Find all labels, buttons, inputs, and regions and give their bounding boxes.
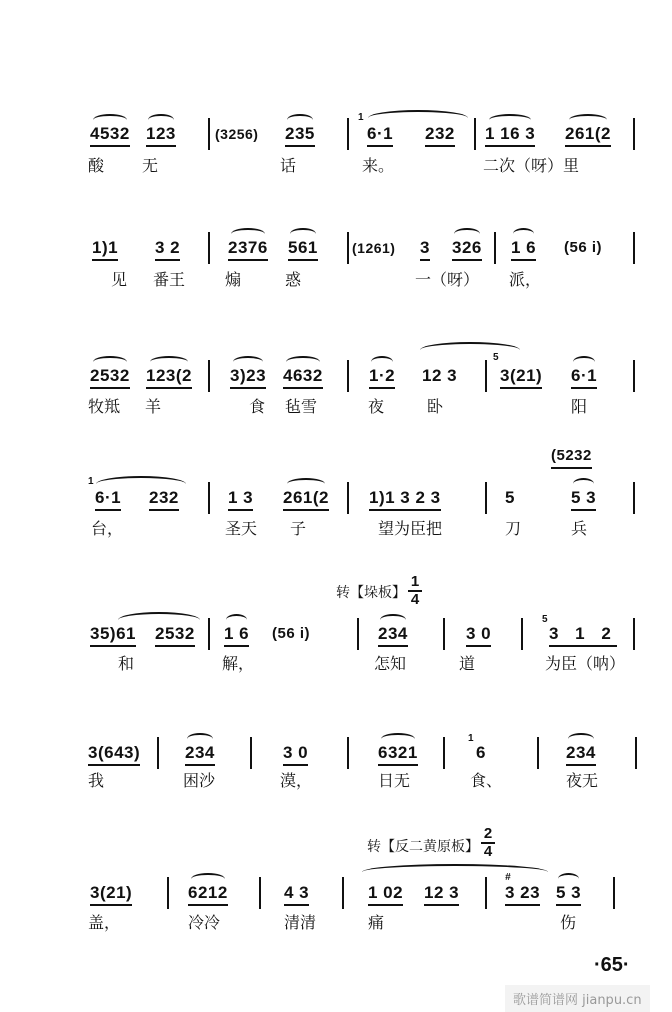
note-group: 1 6 — [224, 624, 249, 647]
section-marker: 转【垛板】 — [336, 585, 406, 601]
bar-line — [347, 737, 349, 769]
grace-note: 1 — [468, 733, 474, 744]
bar-line — [208, 232, 210, 264]
grace-note: 5 — [542, 614, 548, 625]
bar-line — [485, 360, 487, 392]
bar-line — [357, 618, 359, 650]
note-group: 2532 — [90, 366, 130, 389]
note-group: (56 i) — [272, 625, 311, 642]
lyric: 酸 — [88, 156, 105, 175]
note-group: 3(643) — [88, 743, 140, 766]
note-group: 234 — [566, 743, 596, 766]
bar-line — [208, 618, 210, 650]
lyric: 无 — [142, 156, 159, 175]
note-group: 232 — [149, 488, 179, 511]
bar-line — [485, 482, 487, 514]
bar-line — [494, 232, 496, 264]
bar-line — [259, 877, 261, 909]
note-group: 12 3 — [424, 883, 459, 906]
lyric: 食、 — [470, 771, 503, 790]
lyric: 夜无 — [566, 771, 599, 790]
lyric: 冷冷 — [188, 913, 221, 932]
lyric: 日无 — [378, 771, 411, 790]
note-group: 4 3 — [284, 883, 309, 906]
note-group: (5232 — [551, 446, 592, 469]
note-group: 3 1 2 — [549, 624, 617, 647]
bar-line — [485, 877, 487, 909]
lyric: 和 — [118, 654, 135, 673]
note-group: 561 — [288, 238, 318, 261]
bar-line — [347, 360, 349, 392]
bar-line — [167, 877, 169, 909]
time-sig-denominator: 4 — [483, 843, 493, 860]
time-sig-denominator: 4 — [410, 591, 420, 608]
lyric: 痛 — [368, 913, 385, 932]
lyric: 二次（呀）里 — [483, 156, 580, 175]
lyric: 牧羝 — [88, 397, 121, 416]
bar-line — [613, 877, 615, 909]
lyric: 解， — [222, 654, 255, 673]
lyric: 毡雪 — [285, 397, 318, 416]
lyric: 怎知 — [374, 654, 407, 673]
lyric: 望为臣把 — [378, 519, 443, 538]
note-group: (1261) — [352, 240, 396, 256]
grace-note: 1 — [358, 112, 364, 123]
note-group: 3 23 — [505, 883, 540, 906]
note-group: (3256) — [215, 126, 259, 142]
note-group: 3 — [420, 238, 430, 261]
note-group: 6·1 — [367, 124, 393, 147]
lyric: 话 — [280, 156, 297, 175]
lyric: 我 — [88, 771, 105, 790]
lyric: 见 — [111, 270, 128, 289]
lyric: 羊 — [145, 397, 162, 416]
note-group: 326 — [452, 238, 482, 261]
note-group: 234 — [185, 743, 215, 766]
bar-line — [347, 482, 349, 514]
bar-line — [635, 737, 637, 769]
lyric: 夜 — [368, 397, 385, 416]
note-group: 1 16 3 — [485, 124, 535, 147]
lyric: 子 — [290, 519, 307, 538]
lyric: 兵 — [571, 519, 588, 538]
bar-line — [208, 360, 210, 392]
note-group: 235 — [285, 124, 315, 147]
lyric: 煽 — [225, 270, 242, 289]
note-group: 232 — [425, 124, 455, 147]
note-group: 6 — [476, 743, 486, 762]
note-group: 6·1 — [571, 366, 597, 389]
bar-line — [443, 737, 445, 769]
lyric: 惑 — [285, 270, 302, 289]
lyric: 台， — [91, 519, 124, 538]
note-group: 261(2 — [565, 124, 611, 147]
note-group: 234 — [378, 624, 408, 647]
note-group: 1 3 — [228, 488, 253, 511]
note-group: 6212 — [188, 883, 228, 906]
bar-line — [347, 232, 349, 264]
note-group: (56 i) — [564, 239, 603, 256]
grace-note: 5 — [493, 352, 499, 363]
lyric: 食 — [249, 397, 266, 416]
bar-line — [250, 737, 252, 769]
note-group: 2376 — [228, 238, 268, 261]
time-sig-numerator: 1 — [408, 574, 422, 592]
bar-line — [443, 618, 445, 650]
note-group: 2532 — [155, 624, 195, 647]
note-group: 3(21) — [90, 883, 132, 906]
note-group: 5 3 — [556, 883, 581, 906]
note-group: 6321 — [378, 743, 418, 766]
bar-line — [537, 737, 539, 769]
page-number: ·65· — [594, 954, 630, 976]
lyric: 困沙 — [183, 771, 216, 790]
grace-note: # — [505, 872, 511, 883]
note-group: 1 6 — [511, 238, 536, 261]
lyric: 阳 — [571, 397, 588, 416]
watermark: 歌谱简谱网 jianpu.cn — [505, 985, 650, 1012]
note-group: 12 3 — [422, 366, 458, 385]
note-group: 35)61 — [90, 624, 136, 647]
lyric: 圣天 — [225, 519, 258, 538]
bar-line — [521, 618, 523, 650]
note-group: 4532 — [90, 124, 130, 147]
lyric: 漠， — [280, 771, 313, 790]
time-signature — [481, 826, 495, 860]
section-marker: 转【反二黄原板】 — [367, 839, 479, 855]
lyric: 盖， — [88, 913, 121, 932]
lyric: 伤 — [560, 913, 577, 932]
lyric: 番王 — [153, 270, 186, 289]
note-group: 5 — [505, 488, 515, 507]
note-group: 3 2 — [155, 238, 180, 261]
note-group: 3)23 — [230, 366, 266, 389]
note-group: 5 3 — [571, 488, 596, 511]
note-group: 123(2 — [146, 366, 192, 389]
time-signature — [408, 574, 422, 608]
lyric: 道 — [459, 654, 476, 673]
note-group: 3 0 — [283, 743, 308, 766]
note-group: 6·1 — [95, 488, 121, 511]
lyric: 一（呀） — [415, 270, 480, 289]
bar-line — [633, 360, 635, 392]
bar-line — [208, 482, 210, 514]
bar-line — [157, 737, 159, 769]
time-sig-numerator: 2 — [481, 826, 495, 844]
lyric: 卧 — [427, 397, 444, 416]
bar-line — [633, 118, 635, 150]
lyric: 清清 — [284, 913, 317, 932]
grace-note: 1 — [88, 476, 94, 487]
slur — [420, 342, 520, 358]
note-group: 1)1 3 2 3 — [369, 488, 441, 511]
lyric: 为臣（呐） — [545, 654, 626, 673]
note-group: 261(2 — [283, 488, 329, 511]
bar-line — [474, 118, 476, 150]
bar-line — [347, 118, 349, 150]
note-group: 1)1 — [92, 238, 118, 261]
note-group: 3(21) — [500, 366, 542, 389]
bar-line — [208, 118, 210, 150]
slur — [362, 864, 548, 880]
note-group: 123 — [146, 124, 176, 147]
lyric: 来。 — [362, 156, 395, 175]
bar-line — [633, 232, 635, 264]
bar-line — [633, 618, 635, 650]
bar-line — [633, 482, 635, 514]
note-group: 1·2 — [369, 366, 395, 389]
note-group: 1 02 — [368, 883, 403, 906]
note-group: 4632 — [283, 366, 323, 389]
lyric: 派， — [509, 270, 542, 289]
lyric: 刀 — [505, 519, 522, 538]
note-group: 3 0 — [466, 624, 491, 647]
bar-line — [342, 877, 344, 909]
